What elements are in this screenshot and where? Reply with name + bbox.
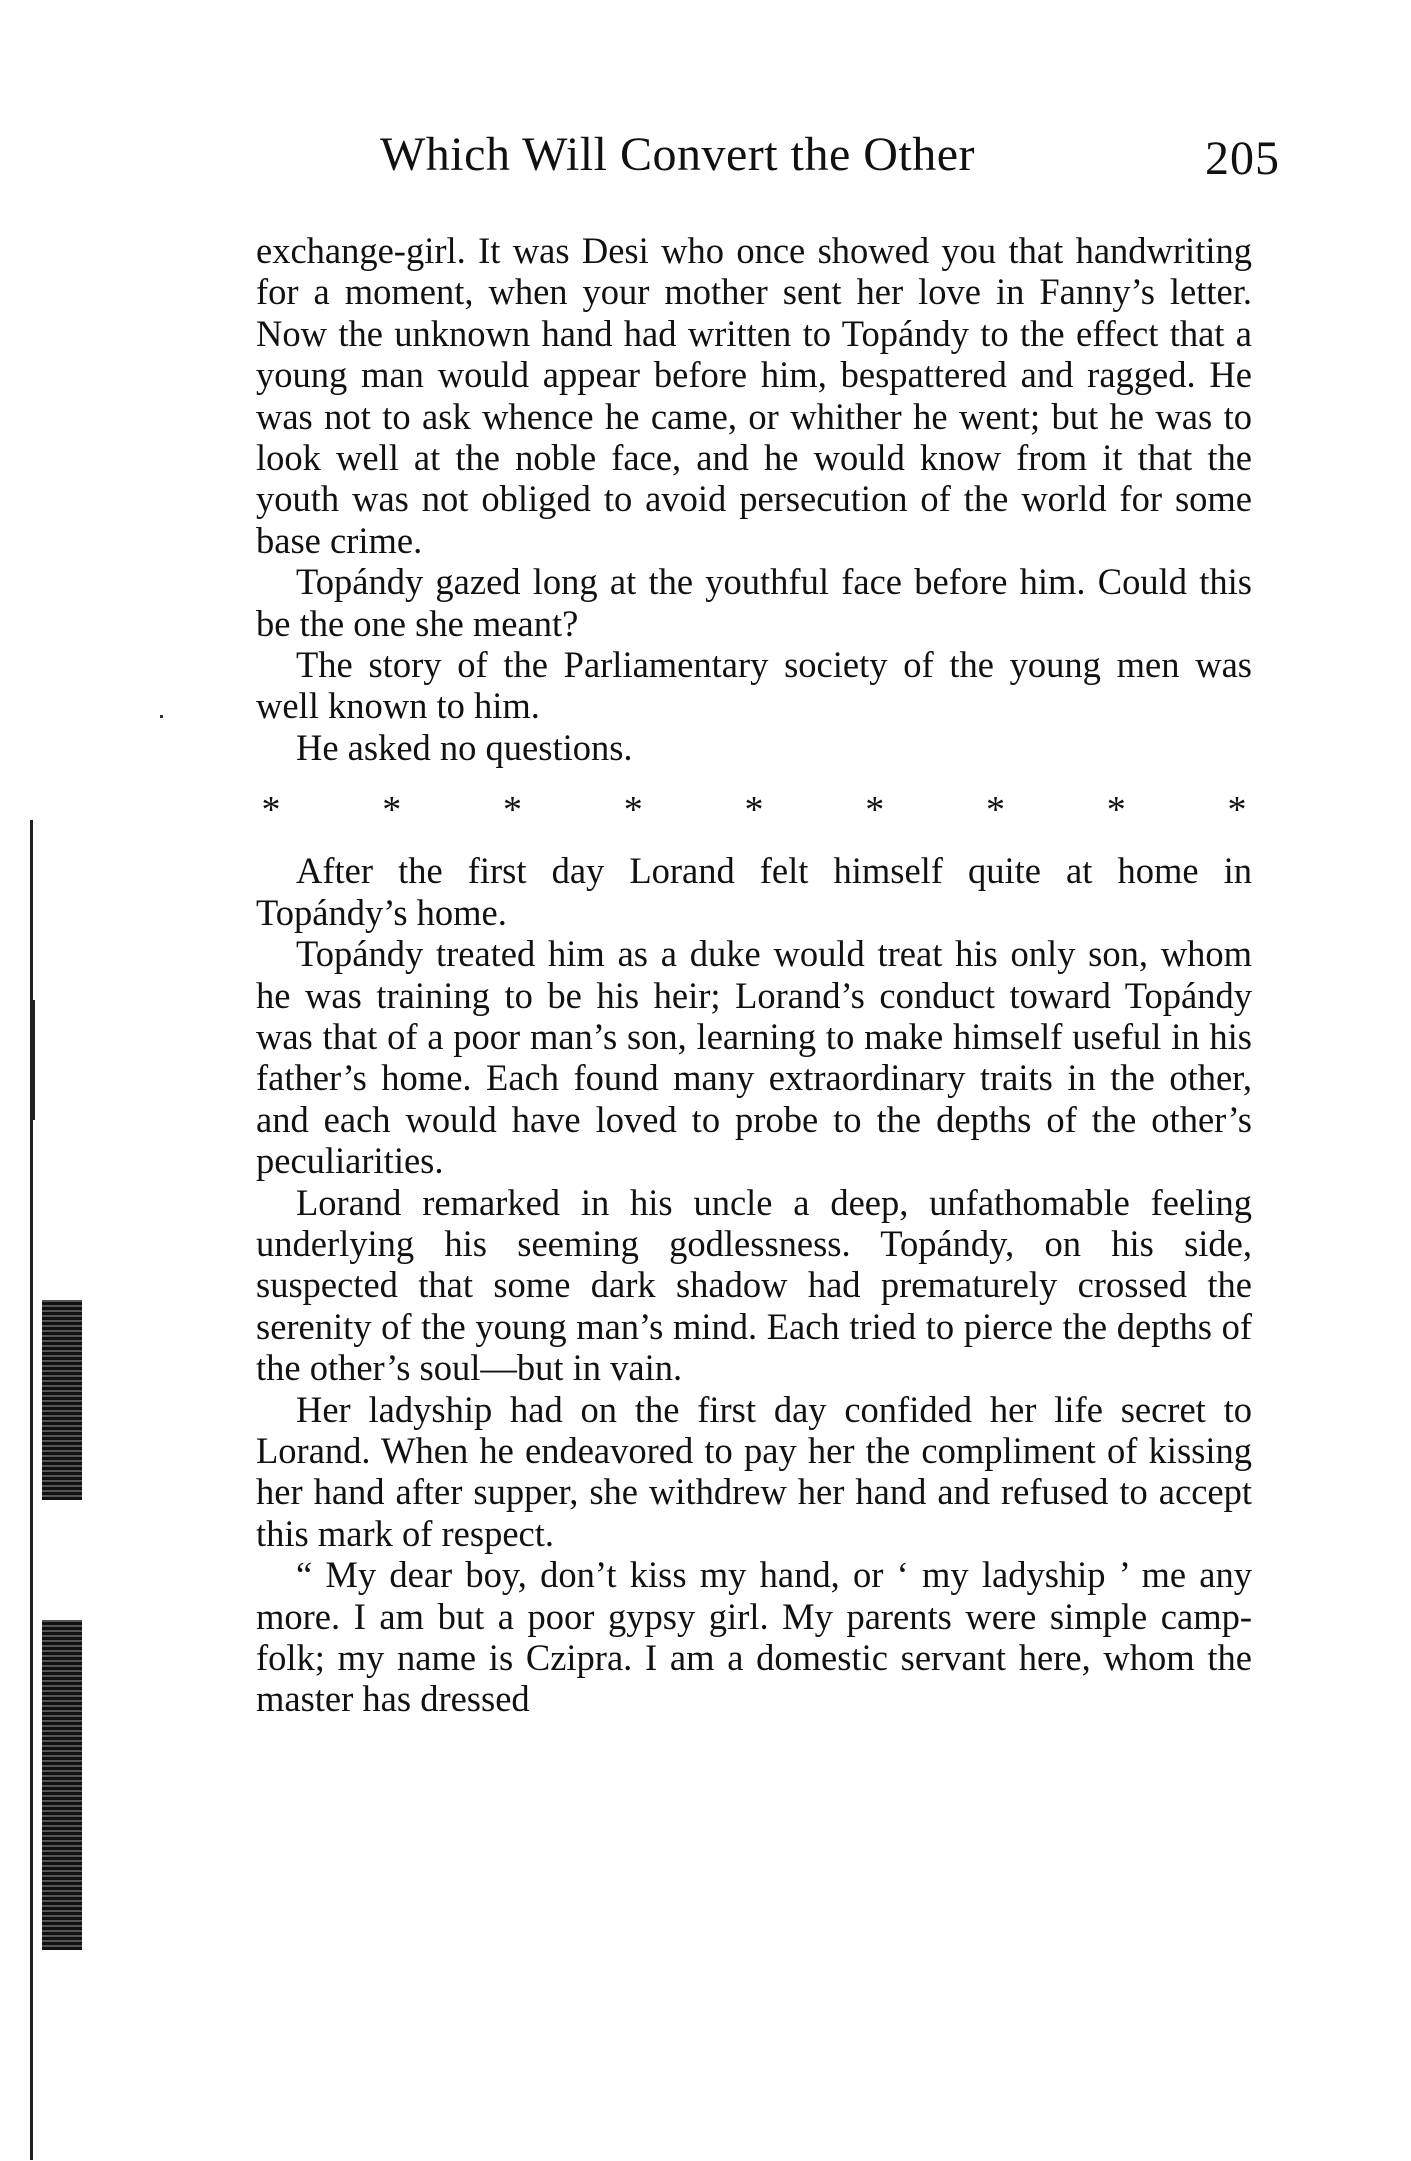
- page-number: 205: [1205, 132, 1280, 185]
- section-break-star: *: [865, 789, 885, 832]
- section-break-star: *: [503, 789, 522, 832]
- section-break-star: *: [744, 789, 764, 832]
- scan-binding-mark: [42, 1620, 82, 1950]
- paragraph: exchange-girl. It was Desi who once showed you that handwriting for a moment, when your mother sent her love in Fanny’s letter. Now the unknown hand had written to Topándy to the effect that a young man would appear before him, bespattered and ragged. He was not to ask whence he came, or whither he went; but he was to look well at the noble face, and he would know from it that the youth was not obliged to avoid persecution of the world for some base crime.: [256, 230, 1252, 561]
- paragraph: After the first day Lorand felt himself quite at home in Topándy’s home.: [256, 850, 1252, 933]
- paragraph: Topándy gazed long at the youthful face before him. Could this be the one she meant?: [256, 561, 1252, 644]
- scan-binding-mark: [42, 1300, 82, 1500]
- paragraph: He asked no questions.: [296, 726, 633, 768]
- section-break-star: *: [261, 789, 281, 832]
- paragraph: Topándy treated him as a duke would treat his only son, whom he was training to be his heir; Lorand’s conduct toward Topándy was that of a poor man’s son, learning to make himself useful in his father’s home. Each found many extraordinary traits in the other, and each would have loved to probe to the depths of the other’s peculiarities.: [256, 933, 1252, 1182]
- paragraph: Lorand remarked in his uncle a deep, unfathomable feeling underlying his seeming godlessness. Topándy, on his side, suspected that some dark shadow had prematurely crossed the serenity of the young man’s mind. Each tried to pierce the depths of the other’s soul—but in vain.: [256, 1181, 1252, 1389]
- body-text: [256, 230, 1252, 1720]
- paragraph: The story of the Parliamentary society of the young men was well known to him.: [256, 644, 1252, 727]
- section-break-star: *: [1106, 789, 1126, 832]
- section-break: [256, 790, 1252, 830]
- scan-speck: [160, 715, 163, 718]
- paragraph: Her ladyship had on the first day confided her life secret to Lorand. When he endeavored to pay her the compliment of kissing her hand after supper, she withdrew her hand and refused to accept this mark of respect.: [256, 1388, 1252, 1554]
- running-head: [380, 120, 1280, 190]
- section-break-star: *: [623, 789, 643, 832]
- running-title: Which Will Convert the Other: [380, 128, 976, 181]
- section-break-star: *: [1227, 789, 1247, 832]
- paragraph: “ My dear boy, don’t kiss my hand, or ‘ my ladyship ’ me any more. I am but a poor gypsy girl. My parents were simple camp-folk; my name is Czipra. I am a domestic servant here, whom the master has dressed: [256, 1554, 1252, 1720]
- scan-binding-edge-secondary: [32, 1000, 35, 1120]
- section-break-star: *: [382, 789, 402, 832]
- section-break-star: *: [986, 789, 1005, 832]
